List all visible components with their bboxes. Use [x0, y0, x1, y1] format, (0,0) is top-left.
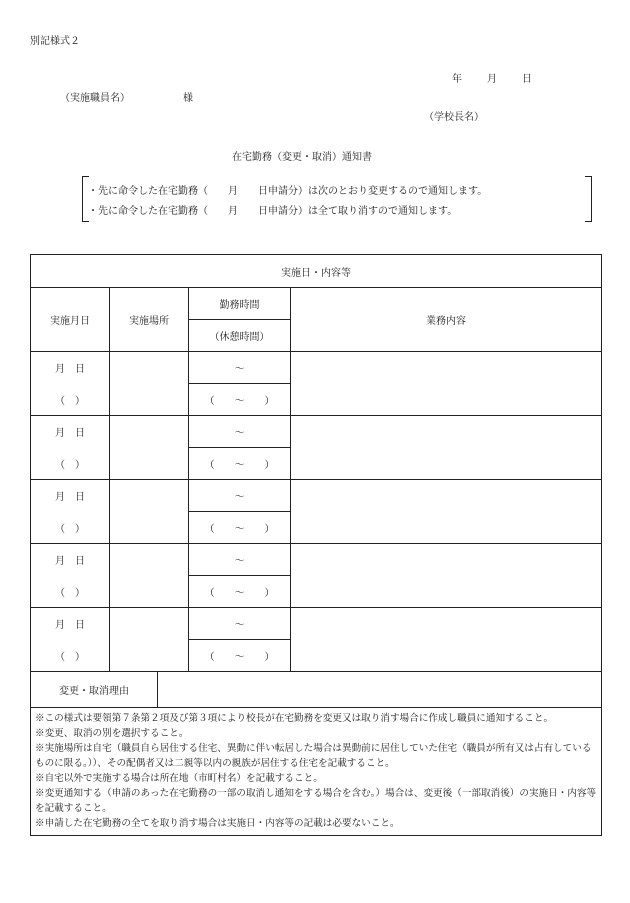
col-header-place: 実施場所 — [110, 288, 189, 352]
row-place-cell[interactable] — [110, 544, 189, 608]
reason-row — [31, 672, 602, 708]
row-break: （ ～ ） — [189, 640, 291, 672]
row-break: （ ～ ） — [189, 384, 291, 416]
section-header: 実施日・内容等 — [31, 255, 602, 288]
note-item: ※実施場所は自宅（職員自ら居住する住宅、異動に伴い転居した場合は異動前に居住していた住宅（職員が所有又は占有しているものに限る。））、その配偶者又は二親等以内の親族が居住する住宅を記載すること。 — [35, 743, 592, 769]
row-date: 月 日 — [31, 544, 110, 576]
note-item: ※変更、取消の別を選択すること。 — [35, 728, 189, 739]
note-item: ※自宅以外で実施する場合は所在地（市町村名）を記載すること。 — [35, 773, 323, 784]
schedule-table — [30, 254, 602, 836]
row-date: 月 日 — [31, 352, 110, 384]
addressee-name-label: （実施職員名） — [60, 93, 130, 104]
date-year-label: 年 — [452, 74, 462, 85]
document-title: 在宅勤務（変更・取消）通知書 — [232, 152, 372, 163]
option-cancel: ・先に命令した在宅勤務（ 月 日申請分）は全て取り消すので通知します。 — [88, 206, 458, 217]
note-item: ※申請した在宅勤務の全てを取り消す場合は実施日・内容等の記載は必要ないこと。 — [35, 818, 400, 829]
form-label: 別記様式２ — [30, 36, 80, 47]
row-place-cell[interactable] — [110, 352, 189, 416]
row-hours: ～ — [189, 544, 291, 576]
sender-label: （学校長名） — [424, 112, 484, 123]
row-content-cell[interactable] — [291, 544, 602, 608]
row-place-cell[interactable] — [110, 416, 189, 480]
addressee-honorific: 様 — [183, 93, 193, 104]
reason-label: 変更・取消理由 — [31, 672, 158, 707]
row-weekday: （ ） — [31, 576, 110, 608]
row-weekday: （ ） — [31, 512, 110, 544]
row-break: （ ～ ） — [189, 576, 291, 608]
row-date: 月 日 — [31, 608, 110, 640]
row-place-cell[interactable] — [110, 480, 189, 544]
col-header-break: （休憩時間） — [189, 320, 291, 352]
row-weekday: （ ） — [31, 640, 110, 672]
date-day-label: 日 — [522, 74, 532, 85]
row-break: （ ～ ） — [189, 448, 291, 480]
note-item: ※この様式は要領第７条第２項及び第３項により校長が在宅勤務を変更又は取り消す場合に作成し職員に通知すること。 — [35, 713, 554, 724]
row-place-cell[interactable] — [110, 608, 189, 672]
date-month-label: 月 — [487, 74, 497, 85]
reason-input[interactable] — [158, 672, 601, 707]
row-hours: ～ — [189, 352, 291, 384]
col-header-date: 実施月日 — [31, 288, 110, 352]
right-bracket — [585, 176, 592, 222]
row-content-cell[interactable] — [291, 352, 602, 416]
notes-cell — [31, 708, 602, 836]
row-date: 月 日 — [31, 416, 110, 448]
note-item: ※変更通知する（申請のあった在宅勤務の一部の取消し通知をする場合を含む。）場合は、変更後（一部取消後）の実施日・内容等を記載すること。 — [35, 788, 597, 814]
row-hours: ～ — [189, 416, 291, 448]
row-content-cell[interactable] — [291, 416, 602, 480]
row-date: 月 日 — [31, 480, 110, 512]
col-header-content: 業務内容 — [291, 288, 602, 352]
row-content-cell[interactable] — [291, 608, 602, 672]
row-weekday: （ ） — [31, 384, 110, 416]
option-change: ・先に命令した在宅勤務（ 月 日申請分）は次のとおり変更するので通知します。 — [88, 186, 488, 197]
row-content-cell[interactable] — [291, 480, 602, 544]
col-header-hours: 勤務時間 — [189, 288, 291, 320]
row-hours: ～ — [189, 480, 291, 512]
row-break: （ ～ ） — [189, 512, 291, 544]
row-weekday: （ ） — [31, 448, 110, 480]
row-hours: ～ — [189, 608, 291, 640]
